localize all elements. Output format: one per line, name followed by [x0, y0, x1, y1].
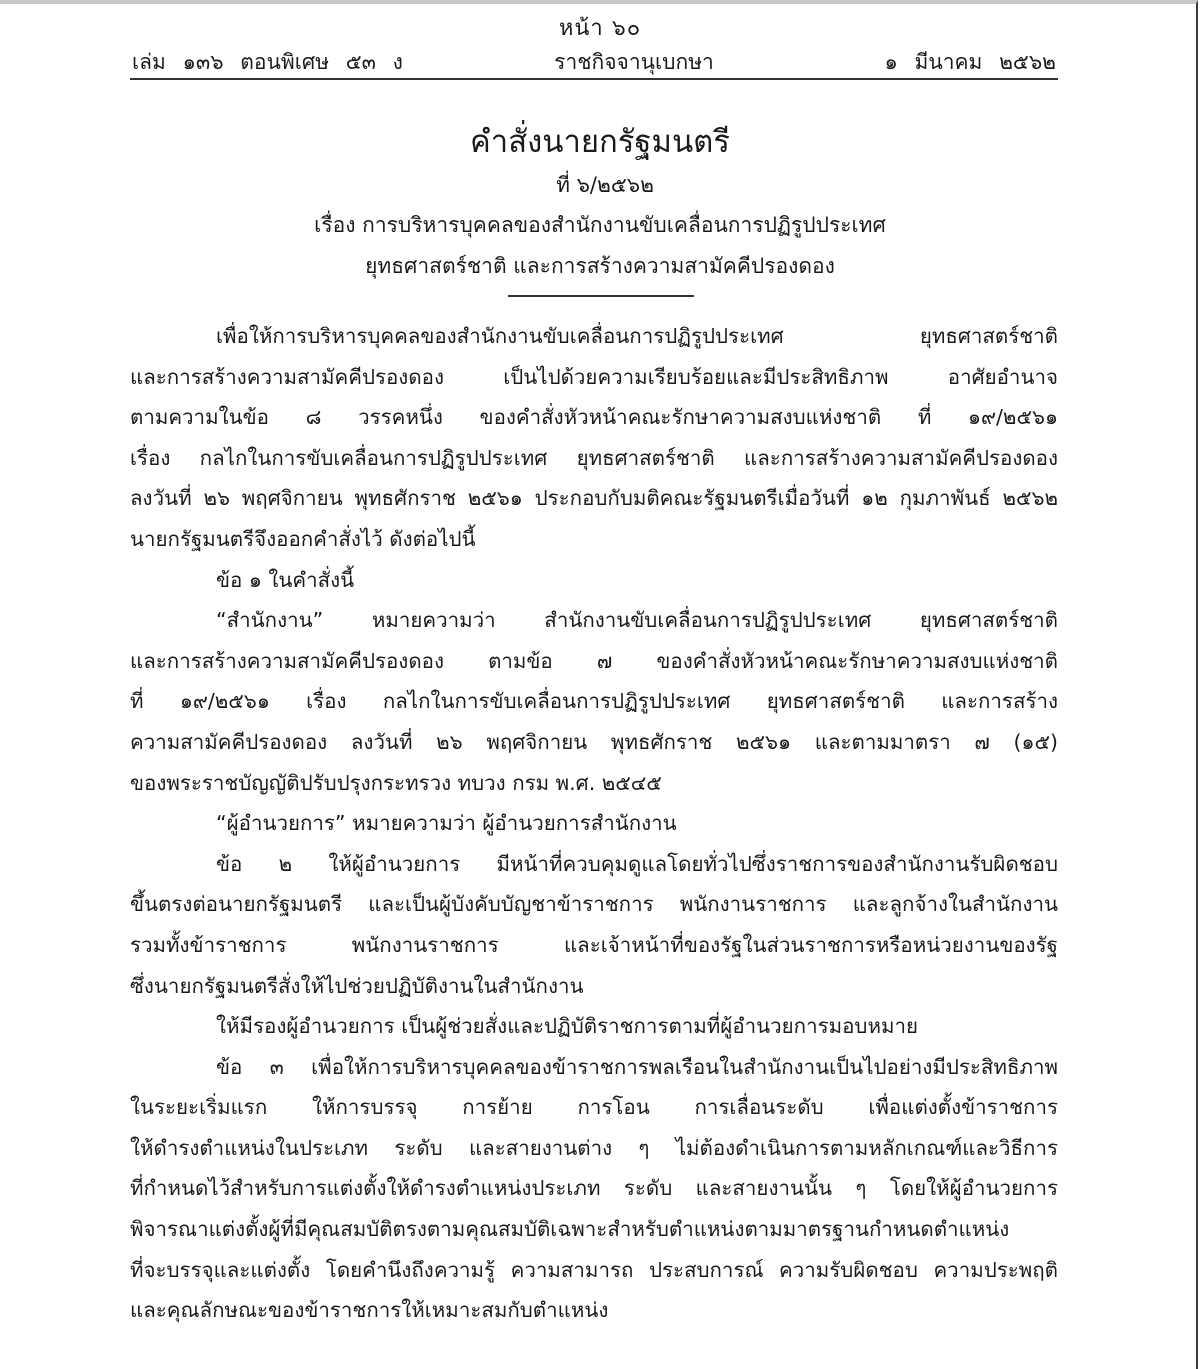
- publication-name: ราชกิจจานุเบกษา: [554, 50, 714, 74]
- body-line: ที่ ๑๙/๒๕๖๑ เรื่อง กลไกในการขับเคลื่อนการปฏิรูปประเทศ ยุทธศาสตร์ชาติ และการสร้าง: [130, 689, 1058, 714]
- subject-line-1: เรื่อง การบริหารบุคคลของสำนักงานขับเคลื่อนการปฏิรูปประเทศ: [314, 213, 886, 237]
- publication-date: ๑ มีนาคม ๒๕๖๒: [884, 50, 1056, 74]
- document-title: คำสั่งนายกรัฐมนตรี: [470, 124, 730, 160]
- body-line: ความสามัคคีปรองดอง ลงวันที่ ๒๖ พฤศจิกายน พุทธศักราช ๒๕๖๑ และตามมาตรา ๗ (๑๕): [130, 729, 1058, 754]
- order-number: ที่ ๖/๒๕๖๒: [556, 173, 654, 197]
- body-line: ขึ้นตรงต่อนายกรัฐมนตรี และเป็นผู้บังคับบัญชาข้าราชการ พนักงานราชการ และลูกจ้างในสำนักงาน: [130, 892, 1058, 917]
- body-line: เพื่อให้การบริหารบุคคลของสำนักงานขับเคลื่อนการปฏิรูปประเทศ ยุทธศาสตร์ชาติ: [216, 324, 1058, 348]
- body-line: ข้อ ๑ ในคำสั่งนี้: [216, 567, 355, 592]
- page-number: หน้า ๖๐: [558, 16, 642, 41]
- body-line: และการสร้างความสามัคคีปรองดอง เป็นไปด้วยความเรียบร้อยและมีประสิทธิภาพ อาศัยอำนาจ: [130, 364, 1058, 389]
- body-line: ที่จะบรรจุและแต่งตั้ง โดยคำนึงถึงความรู้ ความสามารถ ประสบการณ์ ความรับผิดชอบ ความประพฤติ: [130, 1257, 1058, 1282]
- body-line: ซึ่งนายกรัฐมนตรีสั่งให้ไปช่วยปฏิบัติงานในสำนักงาน: [130, 973, 584, 998]
- body-line: นายกรัฐมนตรีจึงออกคำสั่งไว้ ดังต่อไปนี้: [130, 526, 476, 551]
- body-line: ในระยะเริ่มแรก ให้การบรรจุ การย้าย การโอน การเลื่อนระดับ เพื่อแต่งตั้งข้าราชการ: [130, 1095, 1058, 1120]
- subject-line-2: ยุทธศาสตร์ชาติ และการสร้างความสามัคคีปรองดอง: [365, 254, 835, 278]
- body-line: ให้ดำรงตำแหน่งในประเภท ระดับ และสายงานต่าง ๆ ไม่ต้องดำเนินการตามหลักเกณฑ์และวิธีการ: [130, 1135, 1058, 1160]
- body-line: และคุณลักษณะของข้าราชการให้เหมาะสมกับตำแหน่ง: [130, 1298, 609, 1323]
- volume-issue: เล่ม ๑๓๖ ตอนพิเศษ ๕๓ ง: [132, 50, 403, 74]
- body-line: “สำนักงาน” หมายความว่า สำนักงานขับเคลื่อนการปฏิรูปประเทศ ยุทธศาสตร์ชาติ: [216, 608, 1058, 633]
- body-line: ข้อ ๓ เพื่อให้การบริหารบุคคลของข้าราชการพลเรือนในสำนักงานเป็นไปอย่างมีประสิทธิภาพ: [216, 1054, 1058, 1079]
- body-line: เรื่อง กลไกในการขับเคลื่อนการปฏิรูปประเทศ ยุทธศาสตร์ชาติ และการสร้างความสามัคคีปรองดอง: [130, 445, 1058, 470]
- body-line: ที่กำหนดไว้สำหรับการแต่งตั้งให้ดำรงตำแหน่งประเภท ระดับ และสายงานนั้น ๆ โดยให้ผู้อำนวยการ: [130, 1176, 1058, 1201]
- body-line: และการสร้างความสามัคคีปรองดอง ตามข้อ ๗ ของคำสั่งหัวหน้าคณะรักษาความสงบแห่งชาติ: [130, 648, 1058, 673]
- body-line: รวมทั้งข้าราชการ พนักงานราชการ และเจ้าหน้าที่ของรัฐในส่วนราชการหรือหน่วยงานของรัฐ: [130, 932, 1058, 957]
- body-line: “ผู้อำนวยการ” หมายความว่า ผู้อำนวยการสำนักงาน: [216, 811, 677, 836]
- document-body: [130, 316, 1058, 1331]
- title-divider: [508, 295, 694, 297]
- body-line: ตามความในข้อ ๘ วรรคหนึ่ง ของคำสั่งหัวหน้าคณะรักษาความสงบแห่งชาติ ที่ ๑๙/๒๕๖๑: [130, 405, 1058, 430]
- body-line: ข้อ ๒ ให้ผู้อำนวยการ มีหน้าที่ควบคุมดูแลโดยทั่วไปซึ่งราชการของสำนักงานรับผิดชอบ: [216, 851, 1058, 876]
- body-line: ลงวันที่ ๒๖ พฤศจิกายน พุทธศักราช ๒๕๖๑ ประกอบกับมติคณะรัฐมนตรีเมื่อวันที่ ๑๒ กุมภาพันธ์ ๒๕๖๒: [130, 486, 1058, 511]
- body-line: พิจารณาแต่งตั้งผู้ที่มีคุณสมบัติตรงตามคุณสมบัติเฉพาะสำหรับตำแหน่งตามมาตรฐานกำหนดตำแหน่ง: [130, 1217, 1010, 1242]
- body-line: ให้มีรองผู้อำนวยการ เป็นผู้ช่วยสั่งและปฏิบัติราชการตามที่ผู้อำนวยการมอบหมาย: [216, 1014, 918, 1039]
- gazette-header: [130, 46, 1058, 80]
- body-line: ของพระราชบัญญัติปรับปรุงกระทรวง ทบวง กรม พ.ศ. ๒๕๔๕: [130, 770, 662, 795]
